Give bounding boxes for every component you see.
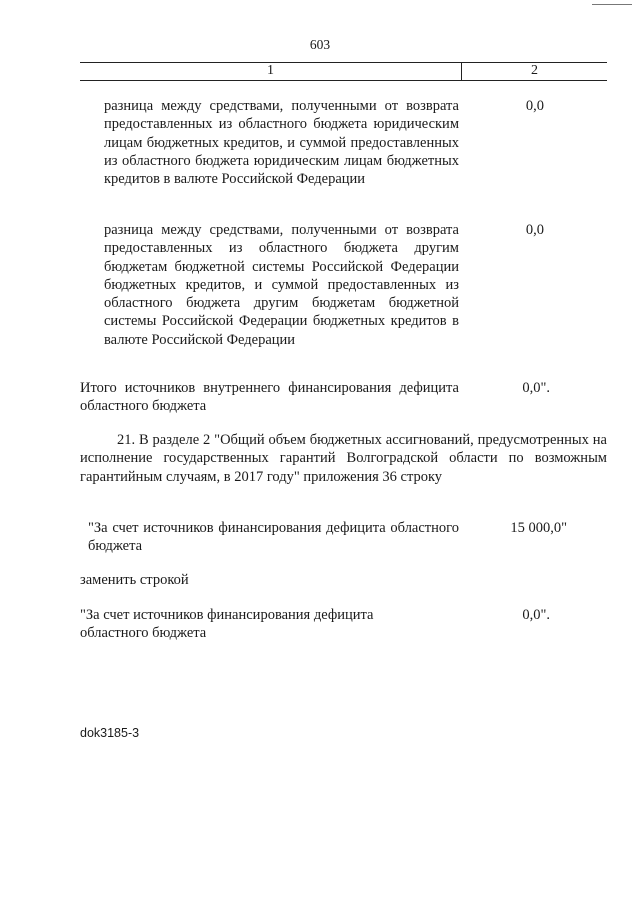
column-header-2: 2 xyxy=(531,63,538,78)
amendment-paragraph: 21. В разделе 2 "Общий объем бюджетных ассигнований, предусмотренных на исполнение государственных гарантий Волгоградской области по возможным гарантийным случаям, в 2017 году" приложения 36 строку xyxy=(80,432,607,485)
new-line-text: "За счет источников финансирования дефицита областного бюджета xyxy=(80,607,374,642)
old-line-value: 15 000,0" xyxy=(510,520,567,536)
scan-mark xyxy=(592,4,632,5)
table-header-bottom-border xyxy=(80,80,607,81)
total-row-value: 0,0". xyxy=(522,380,550,396)
document-code: dok3185-3 xyxy=(80,726,140,740)
new-line-value: 0,0". xyxy=(522,607,550,623)
table-row-text: разница между средствами, полученными от возврата предоставленных из областного бюджета другим бюджетам бюджетной системы Российской Федерации бюджетных кредитов, и суммой предоставленных из областного бюджета другим бюджетам бюджетной системы Российской Федерации бюджетных кредитов в валюте Российской Федерации xyxy=(104,222,459,348)
column-header-1: 1 xyxy=(267,63,274,78)
table-row-value: 0,0 xyxy=(525,98,544,114)
page-number: 603 xyxy=(309,37,331,52)
replace-instruction: заменить строкой xyxy=(80,572,189,588)
table-row-text: разница между средствами, полученными от возврата предоставленных из областного бюджета юридическим лицам бюджетных кредитов, и суммой предоставленных из областного бюджета юридическим лицам бюджетных кредитов в валюте Российской Федерации xyxy=(104,98,459,188)
old-line-text: "За счет источников финансирования дефицита областного бюджета xyxy=(88,520,459,555)
table-row-value: 0,0 xyxy=(525,222,544,238)
total-row-text: Итого источников внутреннего финансирования дефицита областного бюджета xyxy=(80,380,459,415)
